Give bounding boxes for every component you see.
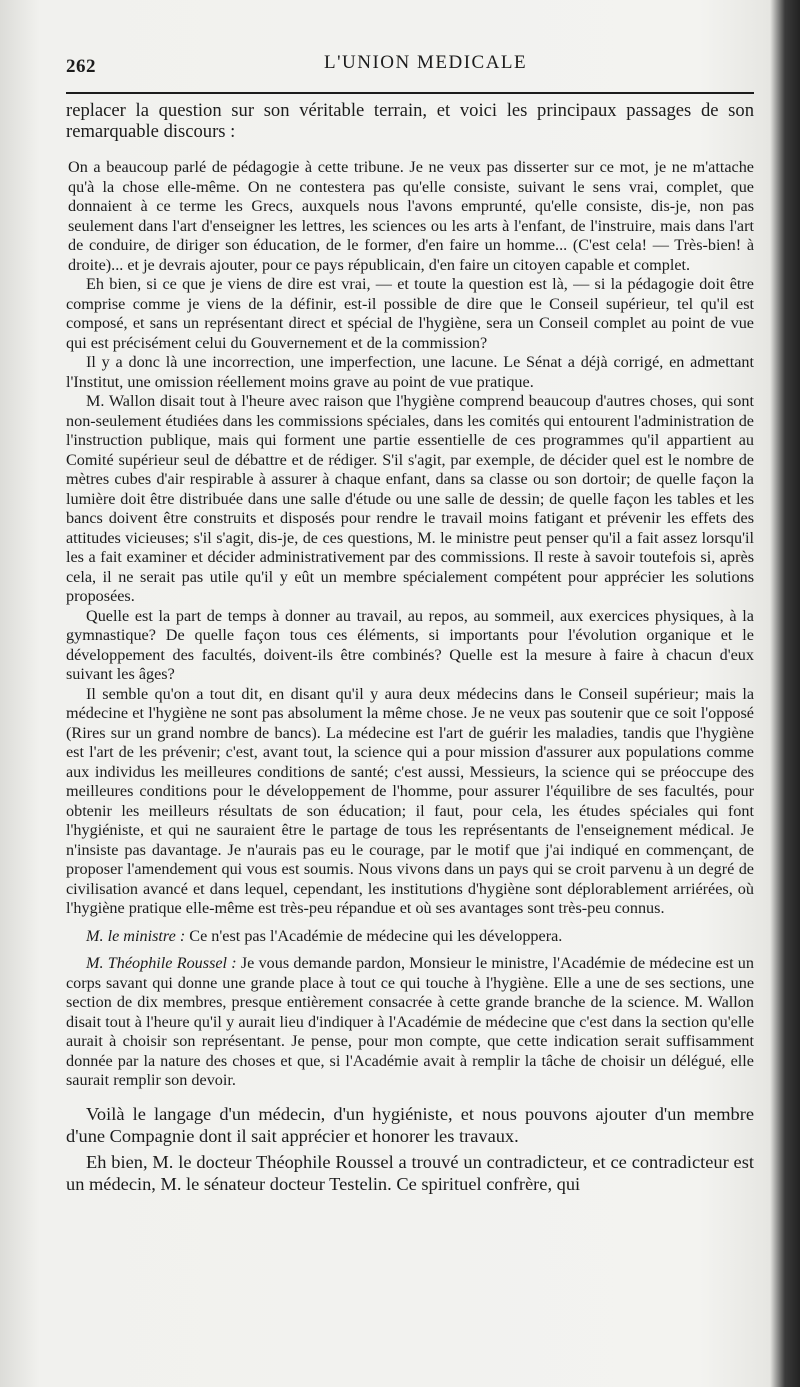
speaker-ministre: M. le ministre : <box>86 926 186 945</box>
quoted-speech <box>66 158 754 1091</box>
quote-paragraph-1: On a beaucoup parlé de pédagogie à cette tribune. Je ne veux pas disserter sur ce mot, je ne m'attache qu'à la chose elle-même. On ne contestera pas qu'elle consiste, suivant le sens vrai, complet, que donnaient à ce terme les Grecs, auxquels nous l'avons emprunté, qu'elle consiste, dis-je, non pas seulement dans l'art d'enseigner les lettres, les sciences ou les arts à l'enfant, de l'instruire, mais dans l'art de conduire, de diriger son éducation, de le former, d'en faire un homme... (C'est cela! — Très-bien! à droite)... et je devrais ajouter, pour ce pays républicain, d'en faire un citoyen capable et complet. <box>68 158 754 274</box>
intro-paragraph: replacer la question sur son véritable terrain, et voici les principaux passages de son remarquable discours : <box>66 100 754 142</box>
closing-paragraphs <box>66 1103 754 1195</box>
quote-paragraph-3: Il y a donc là une incorrection, une imperfection, une lacune. Le Sénat a déjà corrigé, en admettant l'Institut, une omission réellement moins grave au point de vue pratique. <box>66 353 754 391</box>
closing-paragraph-2: Eh bien, M. le docteur Théophile Roussel a trouvé un contradicteur, et ce contradicteur est un médecin, M. le sénateur docteur Testelin. Ce spirituel confrère, qui <box>66 1151 754 1194</box>
quote-paragraph-2: Eh bien, si ce que je viens de dire est vrai, — et toute la question est là, — si la pédagogie doit être comprise comme je viens de la définir, est-il possible de dire que le Conseil supérieur, tel qu'il est composé, et sans un représentant direct et spécial de l'hygiène, sera un Conseil complet au point de vue qui est précisément celui du Gouvernement et de la commission? <box>66 275 754 352</box>
quote-paragraph-5: Quelle est la part de temps à donner au travail, au repos, au sommeil, aux exercices physiques, à la gymnastique? De quelle façon tous ces éléments, si importants pour l'évolution organique et le développement des facultés, doivent-ils être combinés? Quelle est la mesure à faire à chacun d'eux suivant les âges? <box>66 606 754 683</box>
quote-paragraph-6: Il semble qu'on a tout dit, en disant qu'il y aura deux médecins dans le Conseil supérieur; mais la médecine et l'hygiène ne sont pas absolument la même chose. Je ne veux pas soutenir que ce soit l'opposé (Rires sur un grand nombre de bancs). La médecine est l'art de guérir les maladies, tandis que l'hygiène est l'art de les prévenir; c'est, avant tout, la science qui a pour mission d'assurer aux populations comme aux individus les meilleures conditions de santé; c'est aussi, Messieurs, la science qui se préoccupe des meilleures conditions pour le développement de l'homme, pour assurer l'équilibre de ses facultés, pour obtenir les meilleurs résultats de son éducation; il faut, pour cela, les études spéciales qui font l'hygiéniste, et qui ne sauraient être le partage de tous les représentants de l'enseignement médical. Je n'insiste pas davantage. Je n'aurais pas eu le courage, par le motif que j'ai indiqué en commençant, de proposer l'amendement qui vous est soumis. Nous vivons dans un pays qui se croit parvenu à un degré de civilisation avancé et dans lequel, cependant, les institutions d'hygiène sont déplorablement arriérées, où l'hygiène pratique elle-même est très-peu répandue et où ses avantages sont très-peu connus. <box>66 684 754 917</box>
article-body <box>66 100 754 1199</box>
speaker-roussel: M. Théophile Roussel : <box>86 954 237 972</box>
reply-roussel <box>66 954 754 1091</box>
quote-paragraph-4: M. Wallon disait tout à l'heure avec raison que l'hygiène comprend beaucoup d'autres choses, qui sont non-seulement étudiées dans les commissions spéciales, dans les comités qui entourent l'administration de l'instruction publique, mais qui forment une partie essentielle de ces programmes qu'il appartient au Comité supérieur seul de débattre et de rédiger. S'il s'agit, par exemple, de décider quel est le nombre de mètres cubes d'air respirable à assurer à chaque enfant, dans sa classe ou son dortoir; de quelle façon la lumière doit être distribuée dans une salle d'étude ou une salle de dessin; de quelle façon les tables et les bancs doivent être construits et disposés pour rendre le travail moins fatigant et prévenir les effets des attitudes vicieuses; s'il s'agit, dis-je, de ces questions, M. le ministre peut penser qu'il a fait assez lorsqu'il les a fait examiner et décider administrativement par des commissions. Il reste à savoir toutefois si, après cela, il ne serait pas utile qu'il y eût un membre spécialement compétent pour apprécier les solutions proposées. <box>66 392 754 605</box>
header-rule <box>66 92 754 94</box>
closing-paragraph-1: Voilà le langage d'un médecin, d'un hygiéniste, et nous pouvons ajouter d'un membre d'une Compagnie dont il sait apprécier et honorer les travaux. <box>66 1103 754 1146</box>
interjection-ministre <box>66 927 754 947</box>
page-header <box>66 52 756 84</box>
page-number: 262 <box>66 56 96 77</box>
reply-text: Je vous demande pardon, Monsieur le ministre, l'Académie de médecine est un corps savant qui donne une grande place à tout ce qui touche à l'hygiène. Elle a une de ses sections, une section de dix membres, presque entièrement consacrée à cette grande branche de la science. M. Wallon disait tout à l'heure qu'il y aurait lieu d'indiquer à l'Académie de médecine que c'est dans la section qu'elle aurait à choisir son représentant. Je pense, pour mon compte, que cette indication serait suffisamment donnée par la nature des choses et que, si l'Académie avait à remplir la tâche de choisir un délégué, elle saurait remplir son devoir. <box>66 954 754 1089</box>
running-title: L'UNION MEDICALE <box>324 52 528 73</box>
interjection-text: Ce n'est pas l'Académie de médecine qui les développera. <box>189 926 563 945</box>
